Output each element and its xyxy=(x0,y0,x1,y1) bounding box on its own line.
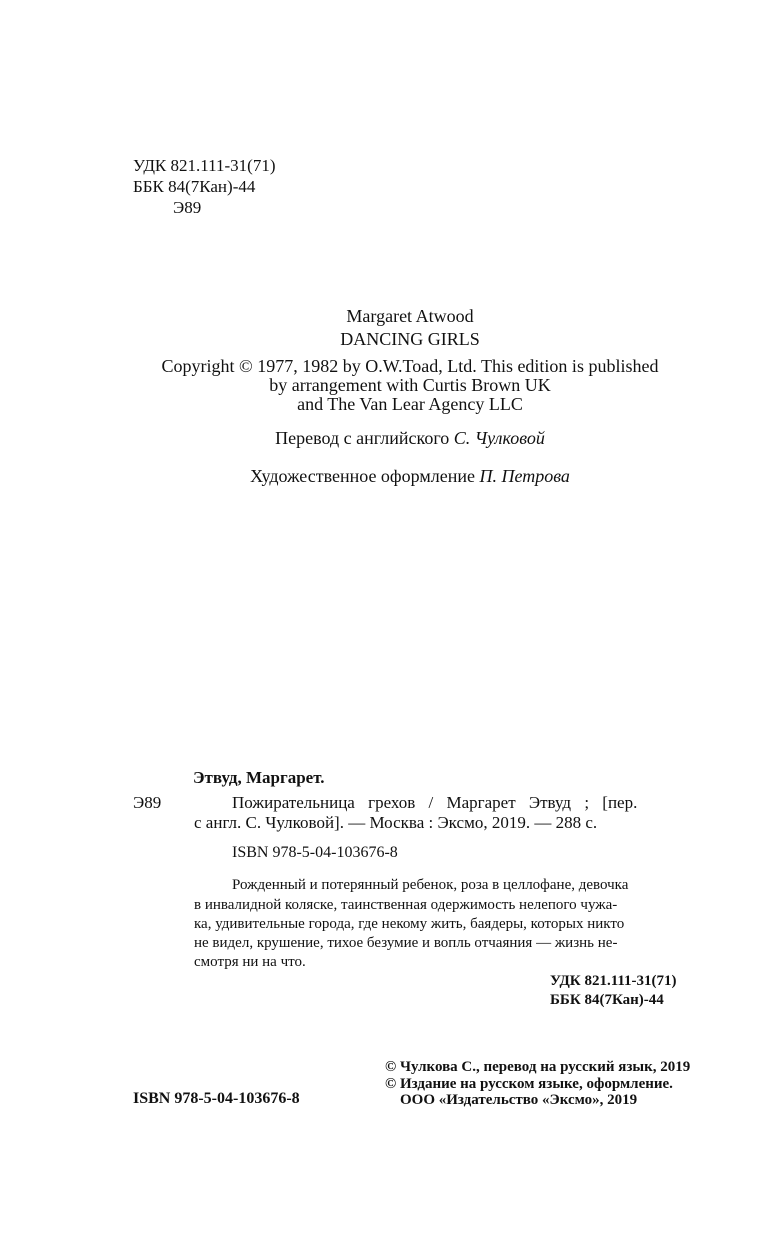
copyright-line-1: Copyright © 1977, 1982 by O.W.Toad, Ltd. This edition is published xyxy=(161,356,659,376)
annotation-line-5: смотря ни на что. xyxy=(194,954,306,970)
annotation-line-3: ка, удивительные города, где некому жить, баядеры, которых никто xyxy=(194,916,625,932)
rights-line-3: ООО «Издательство «Эксмо», 2019 xyxy=(400,1092,638,1108)
translation-credit xyxy=(110,428,710,448)
catalog-udk: УДК 821.111-31(71) xyxy=(550,973,677,989)
design-credit xyxy=(110,466,710,486)
catalog-author-heading: Этвуд, Маргарет. xyxy=(193,768,325,787)
original-title: DANCING GIRLS xyxy=(340,329,480,349)
translator-name: С. Чулковой xyxy=(453,428,545,448)
catalog-description-line-2: с англ. С. Чулковой]. — Москва : Эксмо, 2019. — 288 с. xyxy=(194,813,598,832)
annotation-line-2: в инвалидной коляске, таинственная одержимость нелепого чужа- xyxy=(194,897,618,913)
annotation-line-1: Рожденный и потерянный ребенок, роза в целлофане, девочка xyxy=(232,877,629,893)
catalog-bbk: ББК 84(7Кан)-44 xyxy=(550,992,664,1008)
catalog-sign: Э89 xyxy=(133,793,162,812)
translation-label: Перевод с английского xyxy=(275,428,450,448)
catalog-description-line-1: Пожирательница грехов / Маргарет Этвуд ; [пер. xyxy=(232,793,638,812)
udk-code: УДК 821.111-31(71) xyxy=(133,156,276,175)
design-label: Художественное оформление xyxy=(250,466,475,486)
annotation-line-4: не видел, крушение, тихое безумие и вопль отчаяния — жизнь не- xyxy=(194,935,618,951)
original-author: Margaret Atwood xyxy=(346,306,474,326)
catalog-isbn: ISBN 978-5-04-103676-8 xyxy=(232,844,398,861)
copyright-line-3: and The Van Lear Agency LLC xyxy=(297,394,523,414)
bbk-code: ББК 84(7Кан)-44 xyxy=(133,177,256,196)
footer-isbn: ISBN 978-5-04-103676-8 xyxy=(133,1090,300,1107)
rights-line-1: © Чулкова С., перевод на русский язык, 2019 xyxy=(385,1059,691,1075)
author-sign: Э89 xyxy=(173,198,202,217)
copyright-line-2: by arrangement with Curtis Brown UK xyxy=(269,375,551,395)
rights-line-2: © Издание на русском языке, оформление. xyxy=(385,1076,673,1092)
designer-name: П. Петрова xyxy=(479,466,570,486)
